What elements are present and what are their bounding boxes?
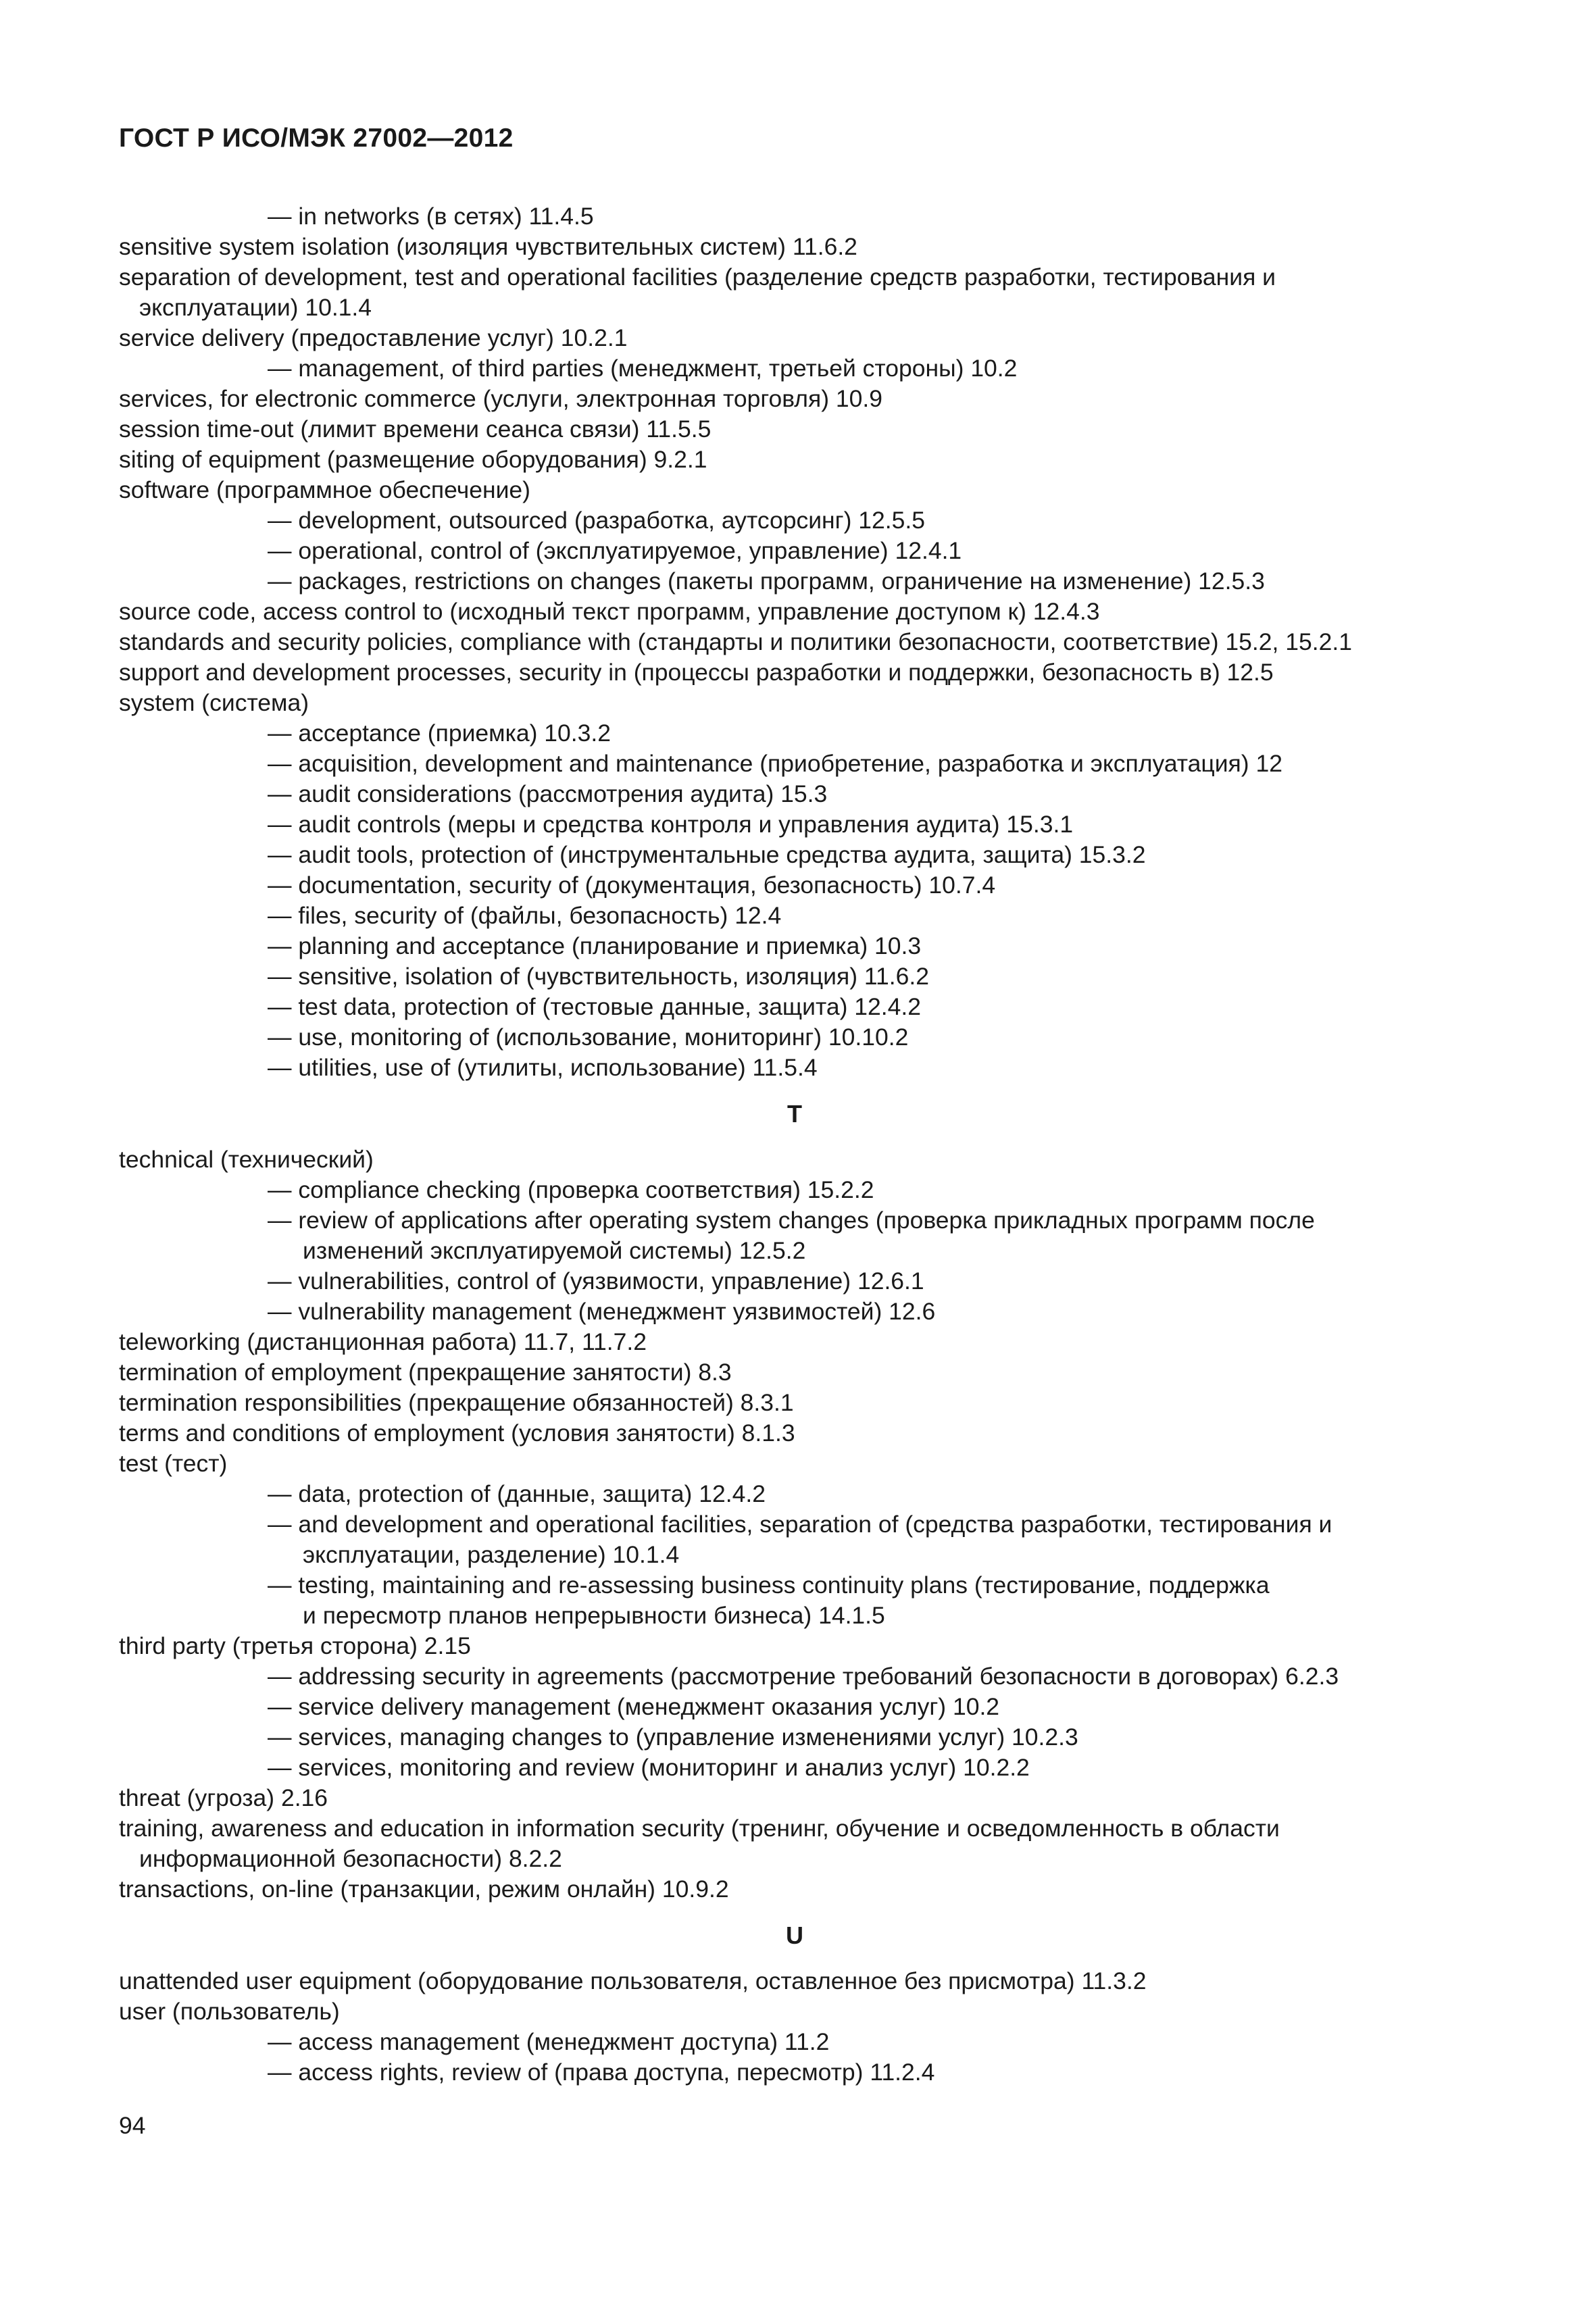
index-subentry: — packages, restrictions on changes (пакеты программ, ограничение на изменение) 12.5.3 <box>268 568 1265 595</box>
index-entry: unattended user equipment (оборудование пользователя, оставленное без присмотра) 11.3.2 <box>119 1967 1147 1994</box>
index-subentry: — sensitive, isolation of (чувствительность, изоляция) 11.6.2 <box>268 963 929 990</box>
index-subentry: — documentation, security of (документация, безопасность) 10.7.4 <box>268 872 996 899</box>
index-subentry: — service delivery management (менеджмент оказания услуг) 10.2 <box>268 1693 1000 1720</box>
index-entry: teleworking (дистанционная работа) 11.7, 11.7.2 <box>119 1328 647 1355</box>
index-subentry: — data, protection of (данные, защита) 12.4.2 <box>268 1480 766 1507</box>
index-subentry: — services, monitoring and review (мониторинг и анализ услуг) 10.2.2 <box>268 1754 1030 1781</box>
index-entry: service delivery (предоставление услуг) 10.2.1 <box>119 324 628 351</box>
index-subentry: — audit considerations (рассмотрения аудита) 15.3 <box>268 780 828 807</box>
index-subentry: — and development and operational facilities, separation of (средства разработки, тестирования и <box>268 1511 1332 1538</box>
index-subentry: — addressing security in agreements (рассмотрение требований безопасности в договорах) 6.2.3 <box>268 1663 1339 1690</box>
index-entry: services, for electronic commerce (услуги, электронная торговля) 10.9 <box>119 385 882 412</box>
index-entry-continuation: и пересмотр планов непрерывности бизнеса) 14.1.5 <box>303 1602 885 1629</box>
index-subentry: — compliance checking (проверка соответствия) 15.2.2 <box>268 1176 874 1203</box>
index-subentry: — planning and acceptance (планирование и приемка) 10.3 <box>268 932 922 959</box>
index-entry: standards and security policies, compliance with (стандарты и политики безопасности, соответствие) 15.2, 15.2.1 <box>119 628 1352 655</box>
index-subentry: — services, managing changes to (управление изменениями услуг) 10.2.3 <box>268 1724 1078 1751</box>
index-subentry: — management, of third parties (менеджмент, третьей стороны) 10.2 <box>268 355 1018 382</box>
index-entry: session time-out (лимит времени сеанса связи) 11.5.5 <box>119 416 712 443</box>
index-entry: test (тест) <box>119 1450 228 1477</box>
index-entry-continuation: эксплуатации, разделение) 10.1.4 <box>303 1541 680 1568</box>
index-entry: termination responsibilities (прекращение обязанностей) 8.3.1 <box>119 1389 794 1416</box>
section-letter: U <box>786 1921 803 1949</box>
index-entry: technical (технический) <box>119 1146 374 1173</box>
index-subentry: — access rights, review of (права доступа, пересмотр) 11.2.4 <box>268 2059 935 2086</box>
index-entry: transactions, on-line (транзакции, режим онлайн) 10.9.2 <box>119 1876 729 1903</box>
index-entry: training, awareness and education in information security (тренинг, обучение и осведомленность в области <box>119 1815 1280 1842</box>
index-subentry: — in networks (в сетях) 11.4.5 <box>268 203 594 230</box>
index-subentry: — development, outsourced (разработка, аутсорсинг) 12.5.5 <box>268 507 925 534</box>
index-subentry: — review of applications after operating system changes (проверка прикладных программ после <box>268 1207 1315 1234</box>
index-entry: separation of development, test and operational facilities (разделение средств разработки, тестирования и <box>119 263 1276 291</box>
index-entry: user (пользователь) <box>119 1998 340 2025</box>
index-subentry: — access management (менеджмент доступа) 11.2 <box>268 2028 830 2055</box>
index-entry-continuation: информационной безопасности) 8.2.2 <box>139 1845 562 1872</box>
index-entry-continuation: изменений эксплуатируемой системы) 12.5.2 <box>303 1237 806 1264</box>
index-entry: system (система) <box>119 689 309 716</box>
index-subentry: — test data, protection of (тестовые данные, защита) 12.4.2 <box>268 993 921 1020</box>
index-entry: source code, access control to (исходный текст программ, управление доступом к) 12.4.3 <box>119 598 1100 625</box>
page-number: 94 <box>119 2112 146 2139</box>
index-subentry: — acceptance (приемка) 10.3.2 <box>268 720 612 747</box>
index-subentry: — operational, control of (эксплуатируемое, управление) 12.4.1 <box>268 537 962 564</box>
index-entry: third party (третья сторона) 2.15 <box>119 1632 471 1659</box>
index-subentry: — utilities, use of (утилиты, использование) 11.5.4 <box>268 1054 818 1081</box>
index-subentry: — audit tools, protection of (инструментальные средства аудита, защита) 15.3.2 <box>268 841 1146 868</box>
index-subentry: — use, monitoring of (использование, мониторинг) 10.10.2 <box>268 1024 909 1051</box>
index-entry: siting of equipment (размещение оборудования) 9.2.1 <box>119 446 707 473</box>
index-subentry: — vulnerability management (менеджмент уязвимостей) 12.6 <box>268 1298 936 1325</box>
index-entry: terms and conditions of employment (условия занятости) 8.1.3 <box>119 1419 795 1447</box>
index-subentry: — vulnerabilities, control of (уязвимости, управление) 12.6.1 <box>268 1267 924 1294</box>
index-subentry: — testing, maintaining and re-assessing business continuity plans (тестирование, поддержка <box>268 1571 1270 1599</box>
index-subentry: — audit controls (меры и средства контроля и управления аудита) 15.3.1 <box>268 811 1074 838</box>
index-entry: termination of employment (прекращение занятости) 8.3 <box>119 1359 732 1386</box>
index-subentry: — files, security of (файлы, безопасность) 12.4 <box>268 902 782 929</box>
index-entry: software (программное обеспечение) <box>119 476 530 503</box>
index-entry: threat (угроза) 2.16 <box>119 1784 328 1811</box>
index-subentry: — acquisition, development and maintenance (приобретение, разработка и эксплуатация) 12 <box>268 750 1282 777</box>
section-letter: T <box>787 1100 802 1128</box>
index-entry: support and development processes, security in (процессы разработки и поддержки, безопасность в) 12.5 <box>119 659 1274 686</box>
index-entry-continuation: эксплуатации) 10.1.4 <box>139 294 372 321</box>
index-list <box>119 201 1464 2088</box>
page-header: ГОСТ Р ИСО/МЭК 27002—2012 <box>119 124 514 153</box>
index-entry: sensitive system isolation (изоляция чувствительных систем) 11.6.2 <box>119 233 857 260</box>
